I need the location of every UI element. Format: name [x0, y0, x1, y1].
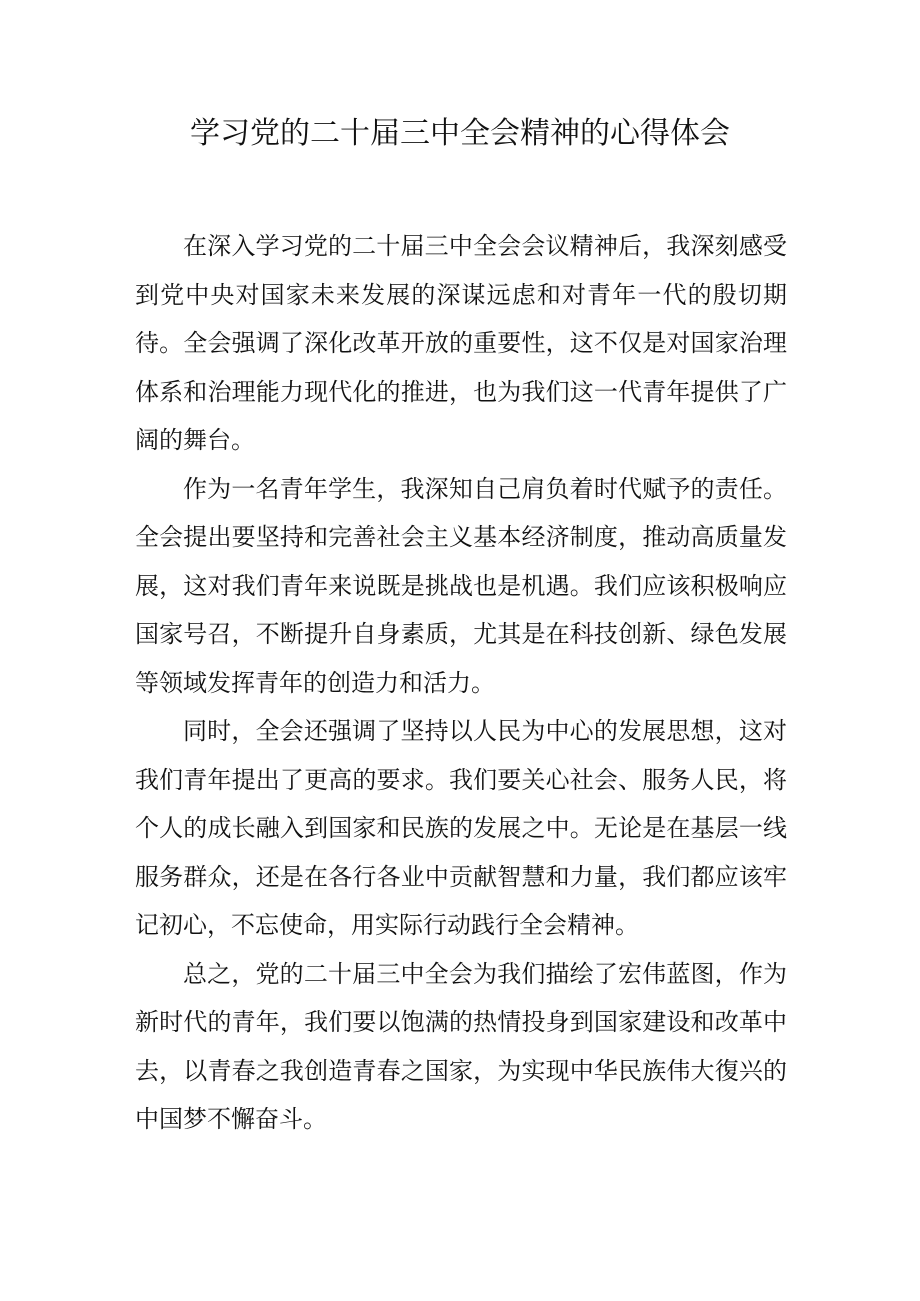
document-title: 学习党的二十届三中全会精神的心得体会 — [190, 116, 730, 151]
paragraph-4: 总之，党的二十届三中全会为我们描绘了宏伟蓝图，作为新时代的青年，我们要以饱满的热情投身到国家建设和改革中去，以青春之我创造青春之国家，为实现中华民族伟大復兴的中国梦不懈奋斗。 — [135, 959, 787, 1133]
paragraph-1: 在深入学习党的二十届三中全会会议精神后，我深刻感受到党中央对国家未来发展的深谋远虑和对青年一代的殷切期待。全会强调了深化改革开放的重要性，这不仅是对国家治理体系和治理能力现代化的推进，也为我们这一代青年提供了广阔的舞台。 — [135, 232, 787, 454]
paragraph-3: 同时，全会还强调了坚持以人民为中心的发展思想，这对我们青年提出了更高的要求。我们要关心社会、服务人民，将个人的成长融入到国家和民族的发展之中。无论是在基层一线服务群众，还是在各行各业中贡献智慧和力量，我们都应该牢记初心，不忘使命，用实际行动践行全会精神。 — [135, 717, 787, 939]
document-body — [135, 222, 787, 1144]
paragraph-2: 作为一名青年学生，我深知自己肩负着时代赋予的责任。全会提出要坚持和完善社会主义基本经济制度，推动高质量发展，这对我们青年来说既是挑战也是机遇。我们应该积极响应国家号召，不断提升自身素质，尤其是在科技创新、绿色发展等领域发挥青年的创造力和活力。 — [135, 474, 787, 697]
